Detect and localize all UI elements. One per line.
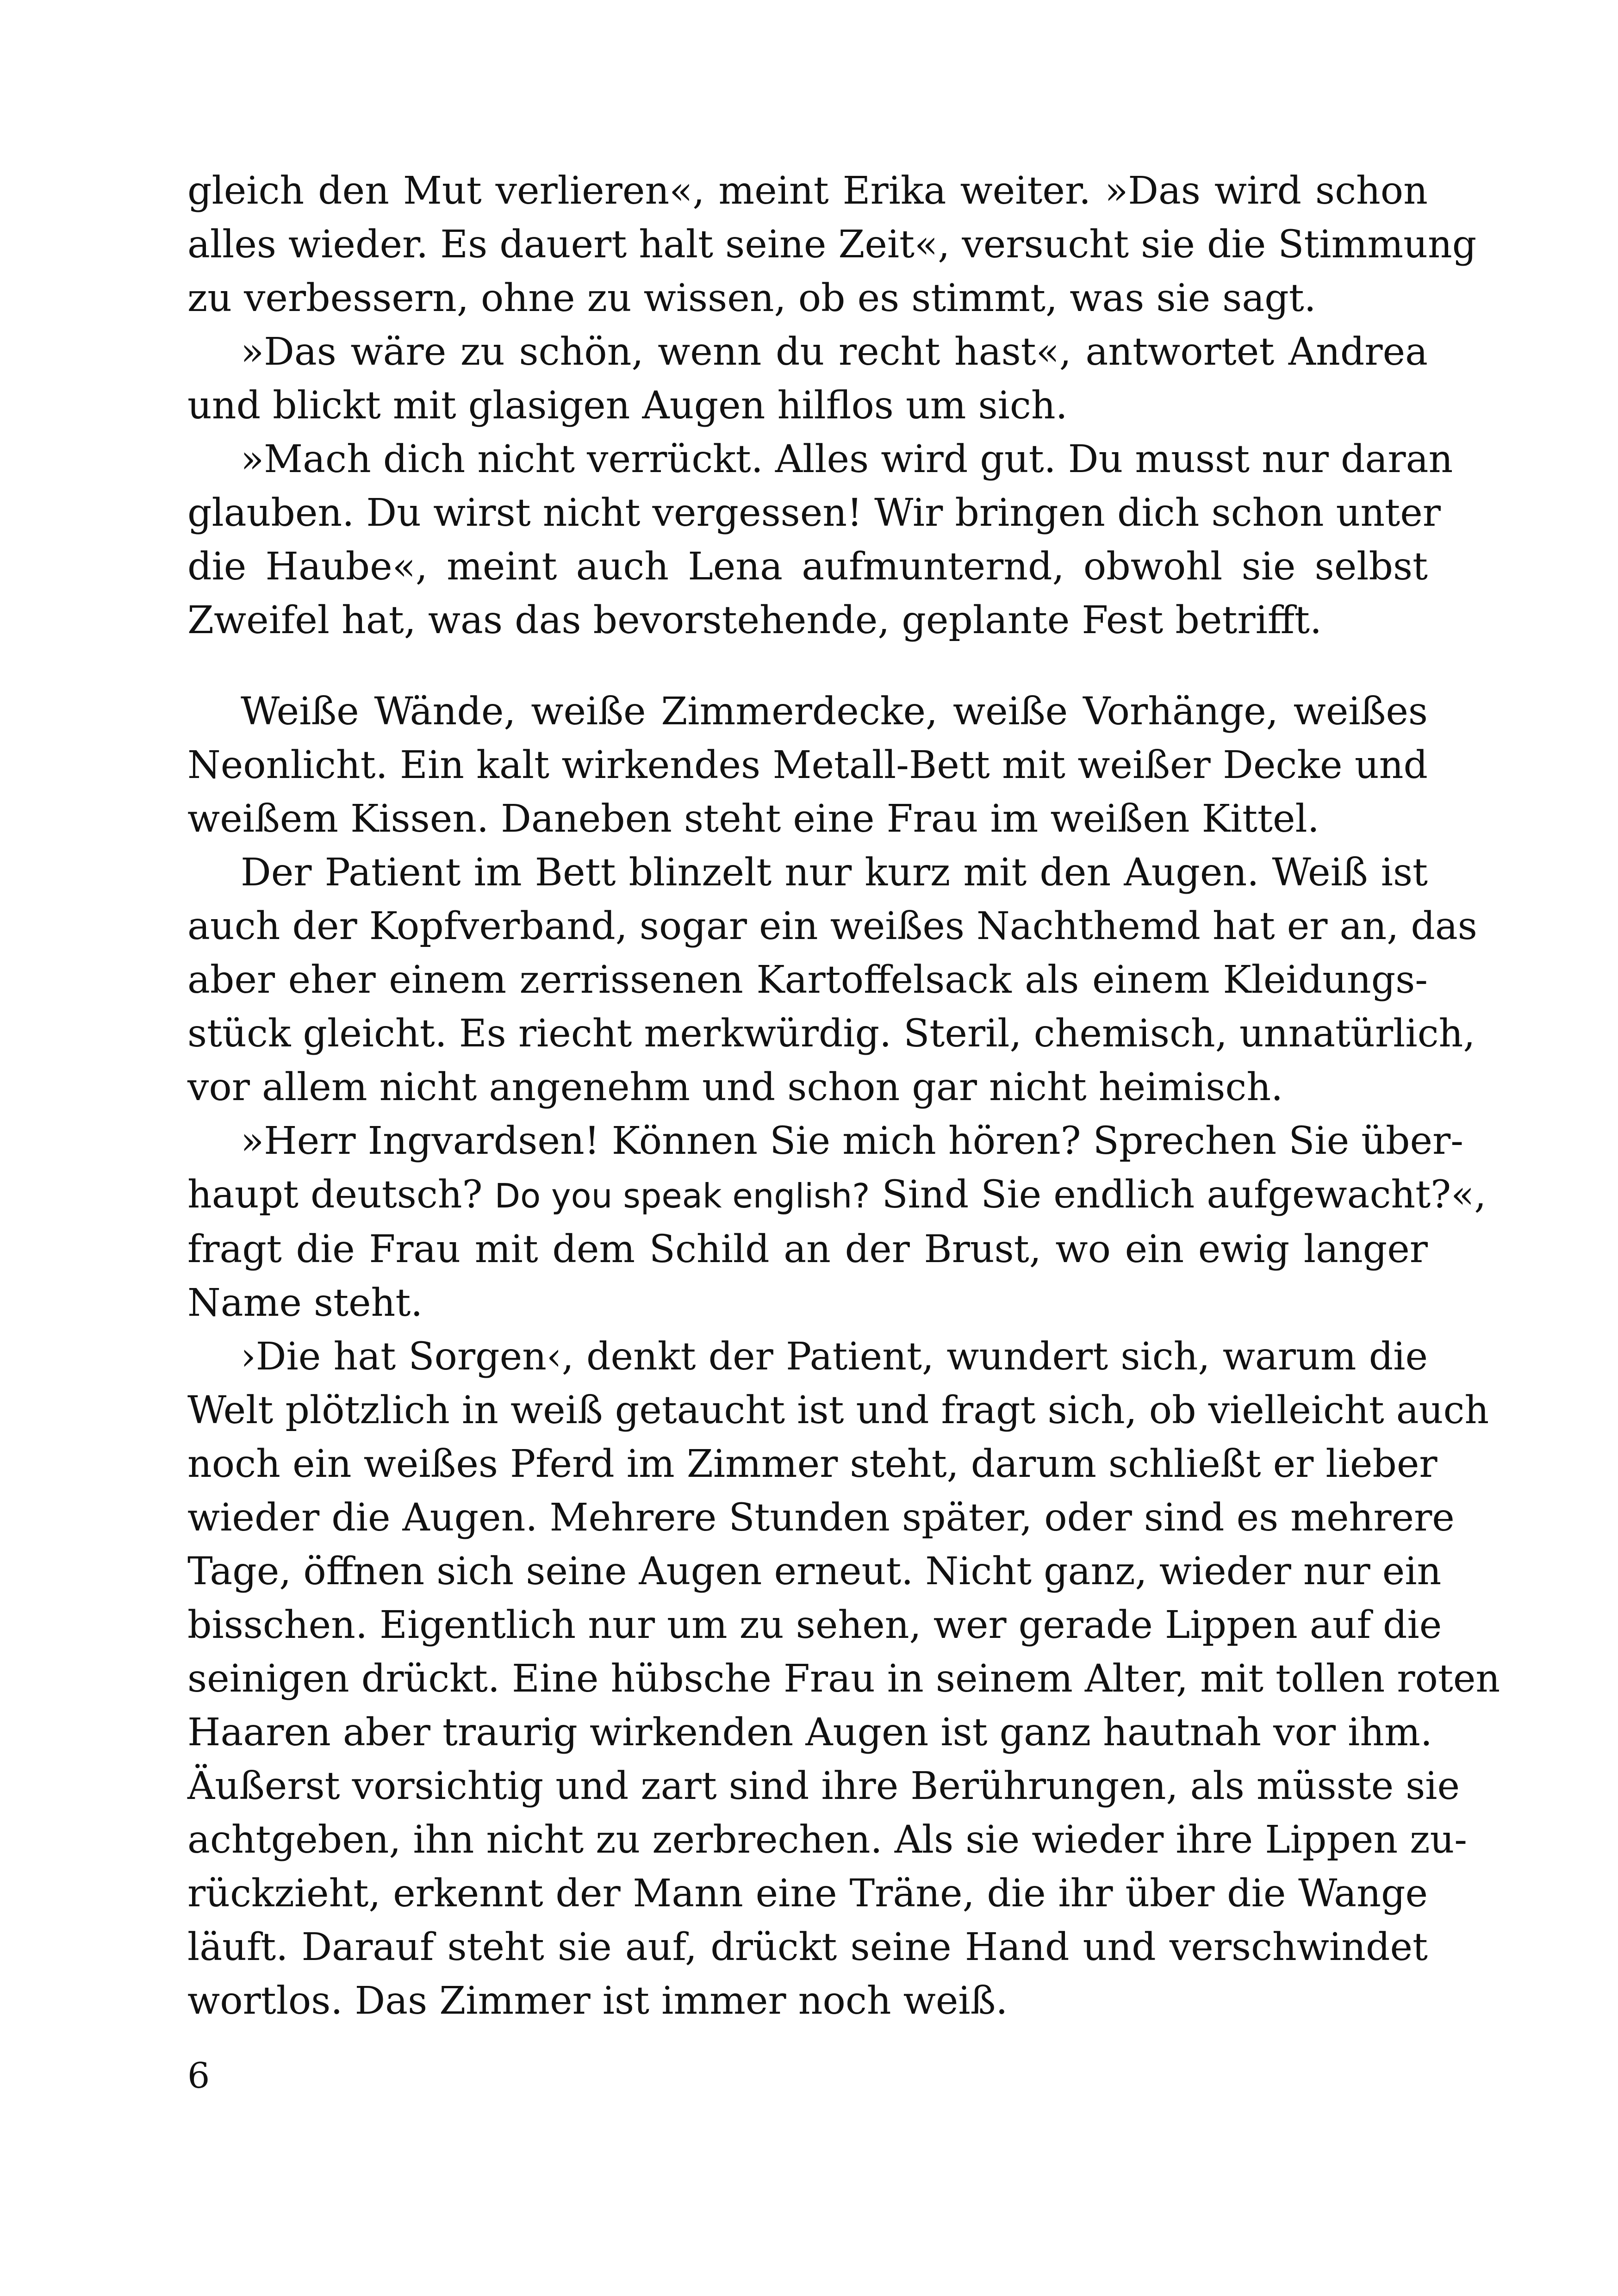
text-fragment: Sind Sie endlich aufgewacht?«, xyxy=(870,1173,1487,1217)
paragraph-white-room xyxy=(187,685,1428,846)
text-section-bottom xyxy=(187,685,1500,2028)
text-fragment: haupt deutsch? xyxy=(187,1173,495,1217)
text-line: fragt die Frau mit dem Schild an der Brust, wo ein ewig langer xyxy=(187,1227,1428,1271)
text-line: glauben. Du wirst nicht vergessen! Wir bringen dich schon unter xyxy=(187,491,1441,535)
text-section-top xyxy=(187,164,1477,647)
text-line: Weiße Wände, weiße Zimmerdecke, weiße Vorhänge, weißes xyxy=(241,690,1428,734)
text-line: gleich den Mut verlieren«, meint Erika weiter. »Das wird schon xyxy=(187,169,1428,213)
text-line: achtgeben, ihn nicht zu zerbrechen. Als sie wieder ihre Lippen zu- xyxy=(187,1818,1468,1862)
text-line-mixed xyxy=(187,1168,1487,1223)
text-line: »Herr Ingvardsen! Können Sie mich hören? Sprechen Sie über- xyxy=(241,1119,1463,1163)
page-number: 6 xyxy=(187,2055,210,2096)
text-line: seinigen drückt. Eine hübsche Frau in seinem Alter, mit tollen roten xyxy=(187,1657,1500,1701)
text-line: Welt plötzlich in weiß getaucht ist und fragt sich, ob vielleicht auch xyxy=(187,1388,1489,1432)
paragraph-sorgen xyxy=(187,1330,1500,2028)
text-line: auch der Kopfverband, sogar ein weißes Nachthemd hat er an, das xyxy=(187,904,1477,948)
text-line: Zweifel hat, was das bevorstehende, geplante Fest betrifft. xyxy=(187,598,1322,642)
text-line: Haaren aber traurig wirkenden Augen ist ganz hautnah vor ihm. xyxy=(187,1711,1432,1755)
text-line: weißem Kissen. Daneben steht eine Frau im weißen Kittel. xyxy=(187,797,1319,841)
text-line: Neonlicht. Ein kalt wirkendes Metall-Bett mit weißer Decke und xyxy=(187,743,1428,787)
text-line: noch ein weißes Pferd im Zimmer steht, darum schließt er lieber xyxy=(187,1442,1438,1486)
text-line: »Mach dich nicht verrückt. Alles wird gut. Du musst nur daran xyxy=(241,437,1453,481)
text-line: vor allem nicht angenehm und schon gar nicht heimisch. xyxy=(187,1065,1283,1109)
text-line: alles wieder. Es dauert halt seine Zeit«, versucht sie die Stimmung xyxy=(187,223,1477,267)
text-line: aber eher einem zerrissenen Kartoffelsack als einem Kleidungs- xyxy=(187,958,1428,1002)
text-line: die Haube«, meint auch Lena aufmunternd, obwohl sie selbst xyxy=(187,545,1428,589)
text-line: Name steht. xyxy=(187,1281,423,1325)
paragraph-erika xyxy=(187,164,1477,325)
text-line: wortlos. Das Zimmer ist immer noch weiß. xyxy=(187,1979,1008,2023)
text-line: rückzieht, erkennt der Mann eine Träne, die ihr über die Wange xyxy=(187,1872,1428,1916)
text-line: bisschen. Eigentlich nur um zu sehen, wer gerade Lippen auf die xyxy=(187,1603,1442,1647)
text-line: Äußerst vorsichtig und zart sind ihre Berührungen, als müsste sie xyxy=(187,1764,1460,1808)
text-line: Tage, öffnen sich seine Augen erneut. Nicht ganz, wieder nur ein xyxy=(187,1549,1442,1593)
paragraph-andrea xyxy=(187,325,1428,433)
text-line: stück gleicht. Es riecht merkwürdig. Steril, chemisch, unnatürlich, xyxy=(187,1012,1475,1056)
text-line: »Das wäre zu schön, wenn du recht hast«, antwortet Andrea xyxy=(241,330,1428,374)
paragraph-lena xyxy=(187,433,1453,647)
text-line: Der Patient im Bett blinzelt nur kurz mit den Augen. Weiß ist xyxy=(241,851,1428,895)
paragraph-nurse-question xyxy=(187,1114,1487,1330)
english-phrase: Do you speak english? xyxy=(494,1176,870,1215)
paragraph-patient xyxy=(187,846,1477,1114)
text-line: und blickt mit glasigen Augen hilflos um sich. xyxy=(187,384,1068,428)
text-line: läuft. Darauf steht sie auf, drückt seine Hand und verschwindet xyxy=(187,1925,1428,1969)
text-line: wieder die Augen. Mehrere Stunden später, oder sind es mehrere xyxy=(187,1496,1455,1540)
text-line: zu verbessern, ohne zu wissen, ob es stimmt, was sie sagt. xyxy=(187,276,1316,320)
text-line: ›Die hat Sorgen‹, denkt der Patient, wundert sich, warum die xyxy=(241,1335,1428,1379)
